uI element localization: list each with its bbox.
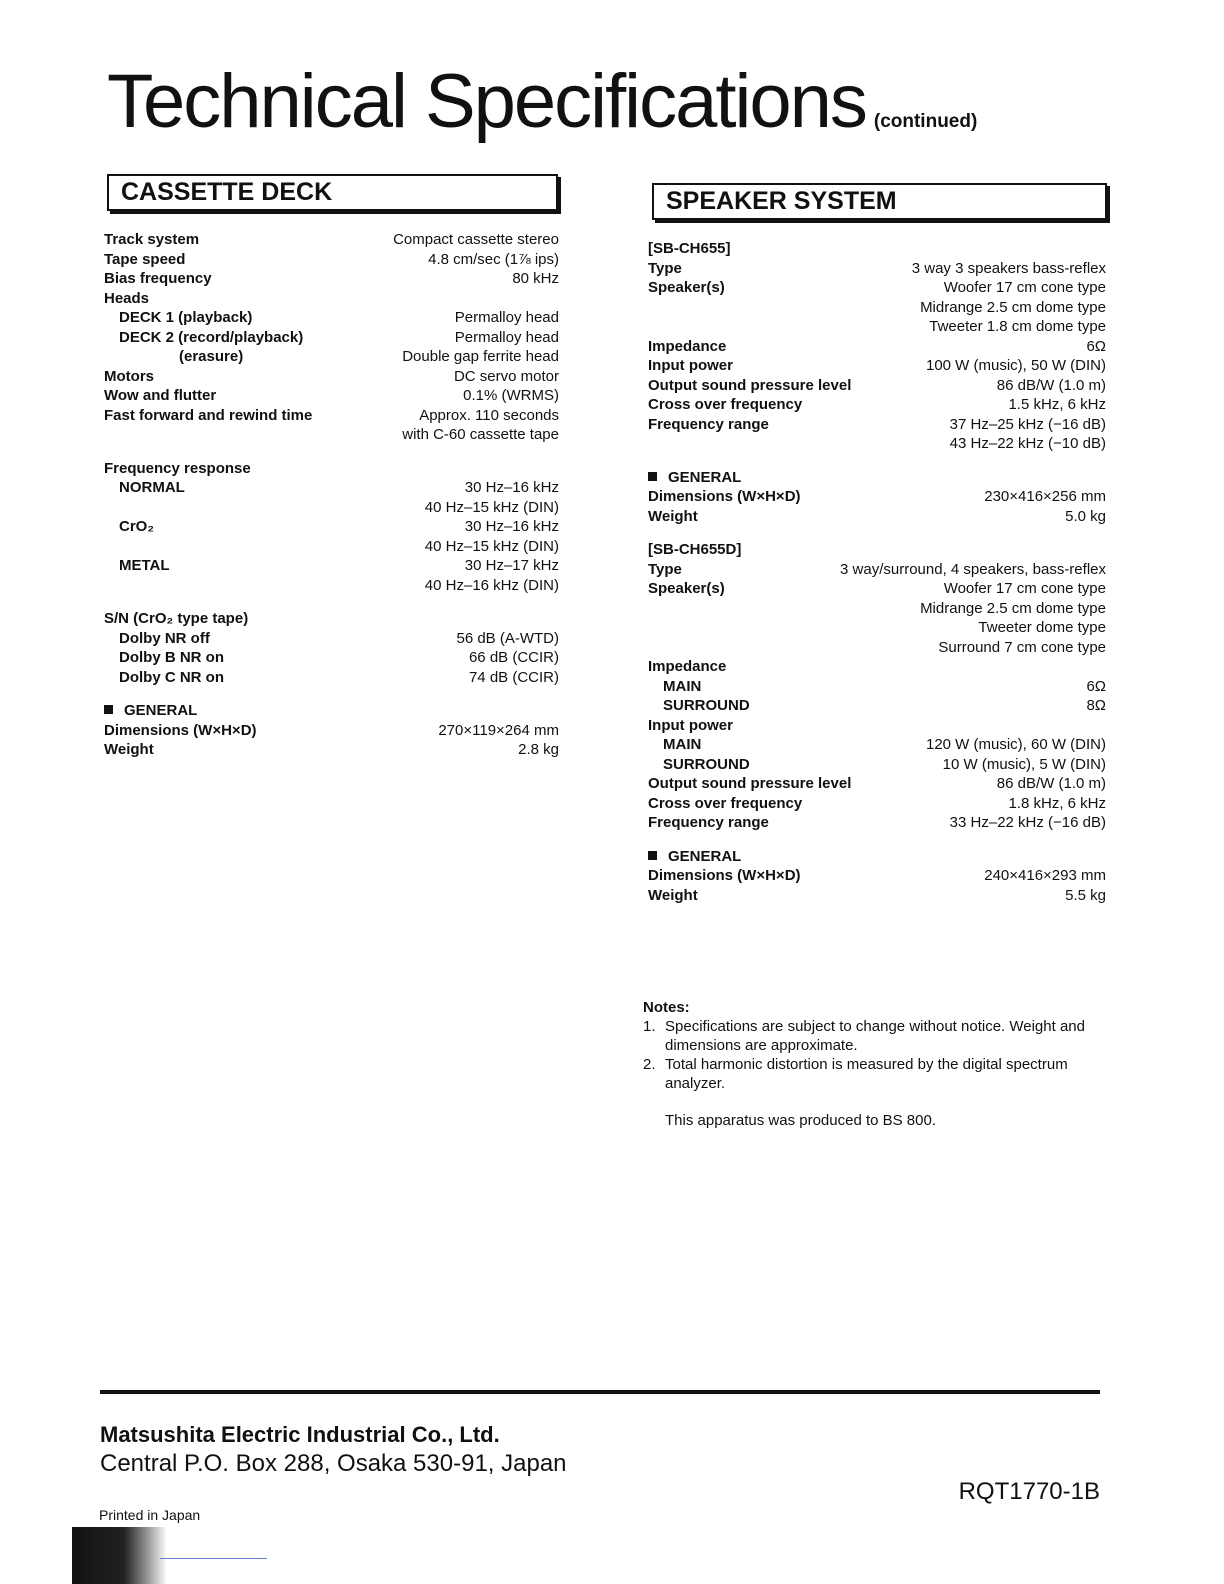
general-heading: GENERAL (648, 847, 1106, 867)
spec-row: Output sound pressure level 86 dB/W (1.0 m) (648, 775, 1106, 792)
spec-row: Impedance 6Ω (648, 337, 1106, 355)
spec-row: Impedance (648, 658, 727, 675)
speaker-system-heading: SPEAKER SYSTEM (652, 183, 1107, 220)
spec-row: Input power (648, 716, 733, 734)
spec-row: Midrange 2.5 cm dome type (920, 599, 1106, 617)
spec-row: METAL 30 Hz–17 kHz (119, 557, 559, 574)
spec-row: DECK 2 (record/playback) Permalloy head (119, 328, 559, 346)
spec-row: Type 3 way/surround, 4 speakers, bass-reflex (648, 560, 1106, 578)
spec-row: MAIN 6Ω (663, 677, 1106, 695)
spec-row: Dimensions (W×H×D) 240×416×293 mm (648, 867, 1106, 884)
square-bullet-icon (104, 705, 113, 714)
spec-row: Motors DC servo motor (104, 367, 559, 385)
spec-row: Tweeter 1.8 cm dome type (929, 318, 1106, 335)
spec-row: Dolby C NR on 74 dB (CCIR) (119, 668, 559, 686)
page-title: Technical Specifications (continued) (107, 59, 978, 144)
spec-row: Tape speed 4.8 cm/sec (1⅞ ips) (104, 250, 559, 268)
spec-row: Dimensions (W×H×D) 270×119×264 mm (104, 721, 559, 739)
spec-row: Midrange 2.5 cm dome type (920, 298, 1106, 316)
spec-row: 40 Hz–16 kHz (DIN) (424, 576, 559, 594)
spec-row: Heads (104, 289, 150, 307)
scan-mark (72, 1527, 167, 1584)
spec-row: with C-60 cassette tape (402, 426, 559, 443)
spec-row: Dolby NR off 56 dB (A-WTD) (119, 629, 559, 647)
spec-row: Cross over frequency 1.8 kHz, 6 kHz (648, 794, 1106, 812)
spec-row: SURROUND 10 W (music), 5 W (DIN) (663, 755, 1106, 773)
spec-row: 40 Hz–15 kHz (DIN) (424, 498, 559, 516)
scan-line (160, 1558, 267, 1559)
spec-row: Tweeter dome type (978, 619, 1106, 636)
spec-row: Type 3 way 3 speakers bass-reflex (648, 259, 1106, 277)
speaker-system-specs (648, 239, 1106, 905)
notes-heading: Notes: (643, 999, 690, 1016)
spec-row: Cross over frequency 1.5 kHz, 6 kHz (648, 396, 1106, 413)
spec-row: Wow and flutter 0.1% (WRMS) (104, 387, 559, 404)
spec-row: 40 Hz–15 kHz (DIN) (424, 537, 559, 555)
square-bullet-icon (648, 472, 657, 481)
company-address: Central P.O. Box 288, Osaka 530-91, Japan (100, 1450, 567, 1477)
spec-row: (erasure) Double gap ferrite head (179, 348, 559, 365)
cassette-deck-heading: CASSETTE DECK (107, 174, 558, 211)
footer-rule (100, 1390, 1100, 1394)
spec-row: DECK 1 (playback) Permalloy head (119, 309, 559, 326)
note-item: 1. Specifications are subject to change without notice. Weight and dimensions are approximate. (643, 1018, 1085, 1054)
model-label: [SB-CH655] (648, 240, 731, 257)
spec-row: S/N (CrO₂ type tape) (104, 610, 249, 627)
spec-row: Frequency range 33 Hz–22 kHz (−16 dB) (648, 814, 1106, 831)
spec-row: Speaker(s) Woofer 17 cm cone type (648, 580, 1106, 597)
company-name: Matsushita Electric Industrial Co., Ltd. (100, 1422, 500, 1447)
spec-row: Track system Compact cassette stereo (104, 231, 559, 248)
note-extra: This apparatus was produced to BS 800. (665, 1112, 936, 1129)
spec-row: Speaker(s) Woofer 17 cm cone type (648, 279, 1106, 296)
spec-row: MAIN 120 W (music), 60 W (DIN) (663, 736, 1106, 753)
note-item: 2. Total harmonic distortion is measured by the digital spectrum analyzer. (643, 1056, 1068, 1092)
general-heading: GENERAL (104, 701, 559, 721)
spec-row: Weight 2.8 kg (104, 741, 559, 758)
document-code: RQT1770-1B (958, 1478, 1100, 1505)
spec-row: Dimensions (W×H×D) 230×416×256 mm (648, 488, 1106, 505)
spec-row: Fast forward and rewind time Approx. 110 seconds (104, 406, 559, 424)
general-heading: GENERAL (648, 468, 1106, 488)
spec-row: Bias frequency 80 kHz (104, 270, 559, 287)
spec-row: Surround 7 cm cone type (938, 638, 1106, 656)
spec-row: Weight 5.0 kg (648, 507, 1106, 525)
spec-row: Output sound pressure level 86 dB/W (1.0 m) (648, 376, 1106, 394)
square-bullet-icon (648, 851, 657, 860)
spec-row: Frequency response (104, 459, 251, 477)
spec-row: Dolby B NR on 66 dB (CCIR) (119, 649, 559, 666)
spec-row: NORMAL 30 Hz–16 kHz (119, 479, 559, 496)
model-label: [SB-CH655D] (648, 541, 742, 558)
spec-row: Frequency range 37 Hz–25 kHz (−16 dB) (648, 415, 1106, 433)
spec-row: CrO₂ 30 Hz–16 kHz (119, 518, 559, 535)
spec-row: 43 Hz–22 kHz (−10 dB) (949, 435, 1106, 452)
page-subtitle: (continued) (873, 111, 978, 132)
spec-row: SURROUND 8Ω (663, 697, 1106, 714)
cassette-deck-specs (104, 230, 559, 760)
spec-row: Input power 100 W (music), 50 W (DIN) (648, 357, 1106, 374)
spec-row: Weight 5.5 kg (648, 886, 1106, 904)
notes (643, 998, 1095, 1130)
printed-in: Printed in Japan (99, 1507, 201, 1523)
